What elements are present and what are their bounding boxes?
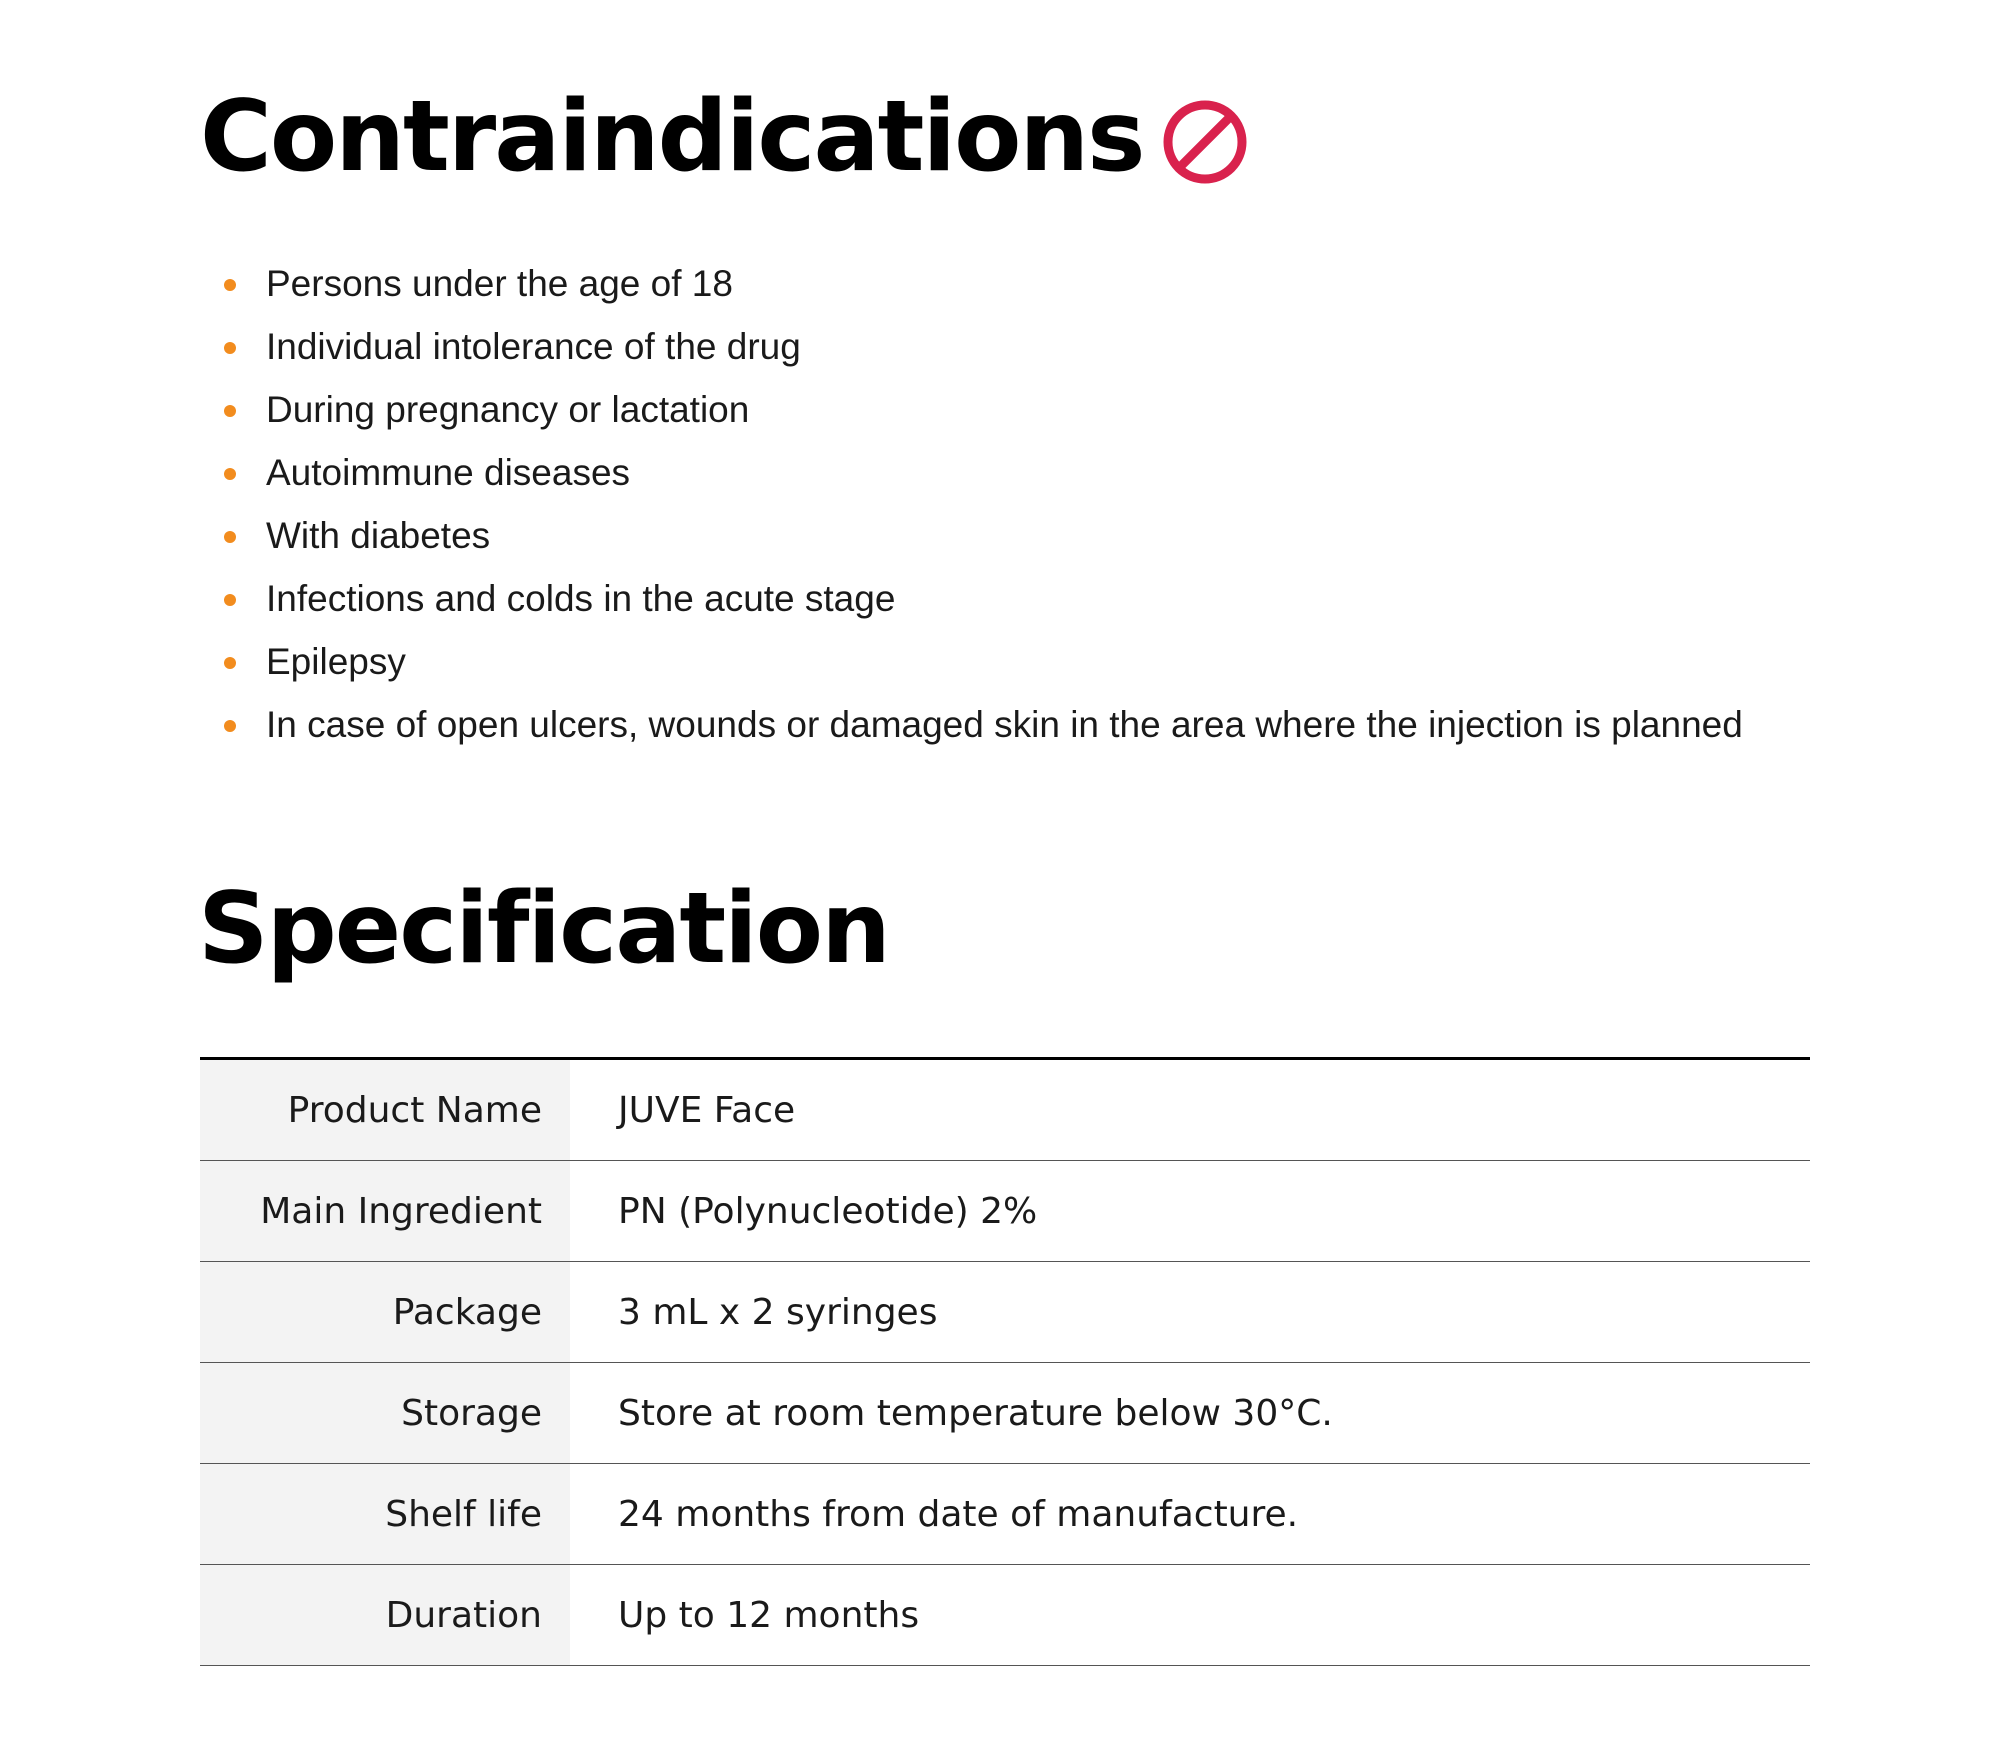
spec-value: Store at room temperature below 30°C. — [570, 1363, 1810, 1464]
list-item-text: Autoimmune diseases — [266, 452, 631, 493]
bullet-icon — [224, 594, 236, 606]
bullet-icon — [224, 279, 236, 291]
list-item-text: Individual intolerance of the drug — [266, 326, 801, 367]
spec-value: JUVE Face — [570, 1059, 1810, 1161]
list-item-text: Epilepsy — [266, 641, 406, 682]
spec-key: Duration — [200, 1565, 570, 1666]
bullet-icon — [224, 405, 236, 417]
bullet-icon — [224, 531, 236, 543]
bullet-icon — [224, 657, 236, 669]
list-item-text: In case of open ulcers, wounds or damaged skin in the area where the injection is planned — [266, 704, 1743, 745]
list-item — [200, 252, 1743, 315]
list-item — [200, 504, 1743, 567]
list-item — [200, 378, 1743, 441]
specification-title: Specification — [198, 872, 889, 986]
table-row — [200, 1565, 1810, 1666]
spec-key: Shelf life — [200, 1464, 570, 1565]
table-row — [200, 1059, 1810, 1161]
spec-value: PN (Polynucleotide) 2% — [570, 1161, 1810, 1262]
list-item — [200, 315, 1743, 378]
specification-heading — [198, 872, 889, 986]
contraindications-heading — [200, 80, 1248, 194]
table-row — [200, 1363, 1810, 1464]
list-item — [200, 567, 1743, 630]
bullet-icon — [224, 720, 236, 732]
spec-key: Storage — [200, 1363, 570, 1464]
list-item — [200, 693, 1743, 756]
bullet-icon — [224, 468, 236, 480]
spec-key: Package — [200, 1262, 570, 1363]
specification-table — [200, 1057, 1810, 1666]
list-item-text: During pregnancy or lactation — [266, 389, 750, 430]
spec-value: 24 months from date of manufacture. — [570, 1464, 1810, 1565]
list-item-text: Infections and colds in the acute stage — [266, 578, 896, 619]
spec-key: Product Name — [200, 1059, 570, 1161]
table-row — [200, 1464, 1810, 1565]
spec-value: Up to 12 months — [570, 1565, 1810, 1666]
contraindications-title: Contraindications — [200, 80, 1144, 194]
spec-key: Main Ingredient — [200, 1161, 570, 1262]
bullet-icon — [224, 342, 236, 354]
prohibited-icon — [1162, 99, 1248, 185]
table-row — [200, 1161, 1810, 1262]
list-item-text: With diabetes — [266, 515, 491, 556]
list-item — [200, 630, 1743, 693]
contraindications-list — [200, 252, 1743, 756]
list-item-text: Persons under the age of 18 — [266, 263, 733, 304]
list-item — [200, 441, 1743, 504]
spec-value: 3 mL x 2 syringes — [570, 1262, 1810, 1363]
table-row — [200, 1262, 1810, 1363]
